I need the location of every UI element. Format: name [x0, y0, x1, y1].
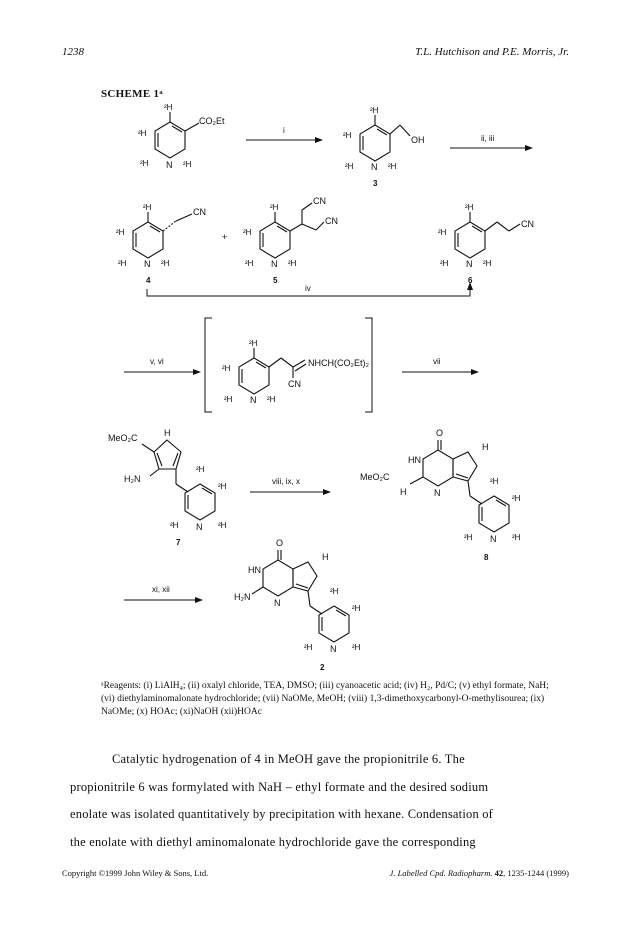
nitrogen-label: N [271, 259, 278, 269]
deuterium-label: ²H [164, 103, 173, 112]
reagent-label: iv [305, 284, 311, 293]
hn-label: HN [408, 455, 421, 465]
nitrile-label: CN [193, 207, 206, 217]
nitrogen-label: N [144, 259, 151, 269]
nitrogen-label: N [274, 598, 281, 608]
compound-3-structure [360, 115, 410, 161]
compound-number-2: 2 [320, 663, 325, 672]
journal-citation: J. Labelled Cpd. Radiopharm. 42, 1235-1244 (1999) [389, 868, 569, 878]
reagent-label: xi, xii [152, 585, 170, 594]
nitrile-label: CN [521, 219, 534, 229]
nitrogen-label: N [371, 162, 378, 172]
deuterium-label: ²H [343, 131, 352, 140]
reagent-label: v, vi [150, 357, 164, 366]
deuterium-label: ²H [243, 228, 252, 237]
ester-group-label: CO₂Et [199, 116, 225, 126]
compound-7-structure [142, 440, 215, 520]
nh-label: H [400, 487, 407, 497]
deuterium-label: ²H [224, 395, 233, 404]
deuterium-label: ²H [440, 259, 449, 268]
hn-label: HN [248, 565, 261, 575]
reagent-label: vii [433, 357, 441, 366]
deuterium-label: ²H [512, 494, 521, 503]
deuterium-label: ²H [183, 160, 192, 169]
deuterium-label: ²H [490, 477, 499, 486]
body-line-2: propionitrile 6 was formylated with NaH – ethyl formate and the desired sodium [70, 779, 489, 794]
nitrile-label: CN [288, 379, 301, 389]
deuterium-label: ²H [483, 259, 492, 268]
running-header-authors: T.L. Hutchison and P.E. Morris, Jr. [415, 46, 569, 58]
copyright-notice: Copyright ©1999 John Wiley & Sons, Ltd. [62, 868, 209, 878]
page-number: 1238 [62, 46, 84, 58]
compound-number-4: 4 [146, 276, 151, 285]
amine-group-label: H₂N [234, 592, 251, 602]
carbonyl-oxygen-label: O [436, 428, 444, 438]
nitrogen-label: N [330, 644, 337, 654]
compound-8-structure [410, 440, 509, 532]
pyrrole-nh-label: H [164, 428, 171, 438]
journal-name: J. Labelled Cpd. Radiopharm. [389, 868, 493, 878]
carbamate-group-label: MeO₂C [360, 472, 390, 482]
deuterium-label: ²H [267, 395, 276, 404]
deuterium-label: ²H [464, 533, 473, 542]
plus-sign: + [222, 232, 228, 242]
deuterium-label: ²H [161, 259, 170, 268]
carbonyl-oxygen-label: O [276, 538, 284, 548]
deuterium-label: ²H [352, 604, 361, 613]
nitrile-label: CN [325, 216, 338, 226]
reagent-label: ii, iii [481, 134, 495, 143]
deuterium-label: ²H [143, 203, 152, 212]
body-line-3: enolate was isolated quantitatively by precipitation with hexane. Condensation of [70, 807, 494, 821]
deuterium-label: ²H [288, 259, 297, 268]
nitrogen-label: N [490, 534, 497, 544]
deuterium-label: ²H [345, 162, 354, 171]
body-paragraph [70, 746, 555, 856]
deuterium-label: ²H [330, 587, 339, 596]
deuterium-label: ²H [388, 162, 397, 171]
body-line-4: the enolate with diethyl aminomalonate hydrochloride gave the corresponding [70, 834, 476, 849]
scheme-footnote: ᵃReagents: (i) LiAlH₄; (ii) oxalyl chloride, TEA, DMSO; (iii) cyanoacetic acid; (iv) H₂, Pd/C; (v) ethyl formate, NaH; (vi) diethylaminomalonate hydrochloride; (vii) NaOMe, MeOH; (viii) 1,3-dimethoxycarbonyl-O-methylisourea; (ix) NaOMe; (x) HOAc; (xi)NaOH (xii)HOAc [101, 681, 549, 717]
deuterium-label: ²H [218, 482, 227, 491]
nitrile-label: CN [313, 196, 326, 206]
deuterium-label: ²H [218, 521, 227, 530]
bracket-left [205, 318, 212, 412]
compound-number-8: 8 [484, 553, 489, 562]
nitrogen-label: N [434, 488, 441, 498]
pyrrole-nh-label: H [482, 442, 489, 452]
reagent-label: i [283, 126, 285, 135]
deuterium-label: ²H [249, 339, 258, 348]
reagent-label: viii, ix, x [272, 477, 300, 486]
amine-group-label: H₂N [124, 474, 141, 484]
scheme-title: SCHEME 1ᵃ [101, 88, 163, 100]
compound-number-6: 6 [468, 276, 473, 285]
deuterium-label: ²H [438, 228, 447, 237]
starting-material-structure [155, 112, 199, 158]
deuterium-label: ²H [352, 643, 361, 652]
deuterium-label: ²H [370, 106, 379, 115]
compound-2-structure [252, 550, 349, 642]
journal-volume: 42 [494, 868, 504, 878]
nitrogen-label: N [196, 522, 203, 532]
nitrogen-label: N [166, 160, 173, 170]
deuterium-label: ²H [118, 259, 127, 268]
nitrogen-label: N [250, 395, 257, 405]
deuterium-label: ²H [170, 521, 179, 530]
deuterium-label: ²H [138, 129, 147, 138]
ester-group-label: MeO₂C [108, 433, 138, 443]
deuterium-label: ²H [465, 203, 474, 212]
hydroxyl-label: OH [411, 135, 425, 145]
nitrogen-label: N [466, 259, 473, 269]
deuterium-label: ²H [270, 203, 279, 212]
deuterium-label: ²H [140, 159, 149, 168]
deuterium-label: ²H [304, 643, 313, 652]
compound-number-3: 3 [373, 179, 378, 188]
compound-6-structure [455, 212, 520, 258]
deuterium-label: ²H [512, 533, 521, 542]
deuterium-label: ²H [116, 228, 125, 237]
body-line-1: Catalytic hydrogenation of 4 in MeOH gave the propionitrile 6. The [112, 752, 465, 766]
compound-4-structure [133, 212, 192, 258]
deuterium-label: ²H [245, 259, 254, 268]
compound-number-5: 5 [273, 276, 278, 285]
deuterium-label: ²H [222, 364, 231, 373]
deuterium-label: ²H [196, 465, 205, 474]
compound-number-7: 7 [176, 538, 181, 547]
journal-pages: 1235-1244 (1999) [507, 868, 569, 878]
aminomalonate-group-label: NHCH(CO₂Et)₂ [308, 358, 369, 368]
pyrrole-nh-label: H [322, 552, 329, 562]
